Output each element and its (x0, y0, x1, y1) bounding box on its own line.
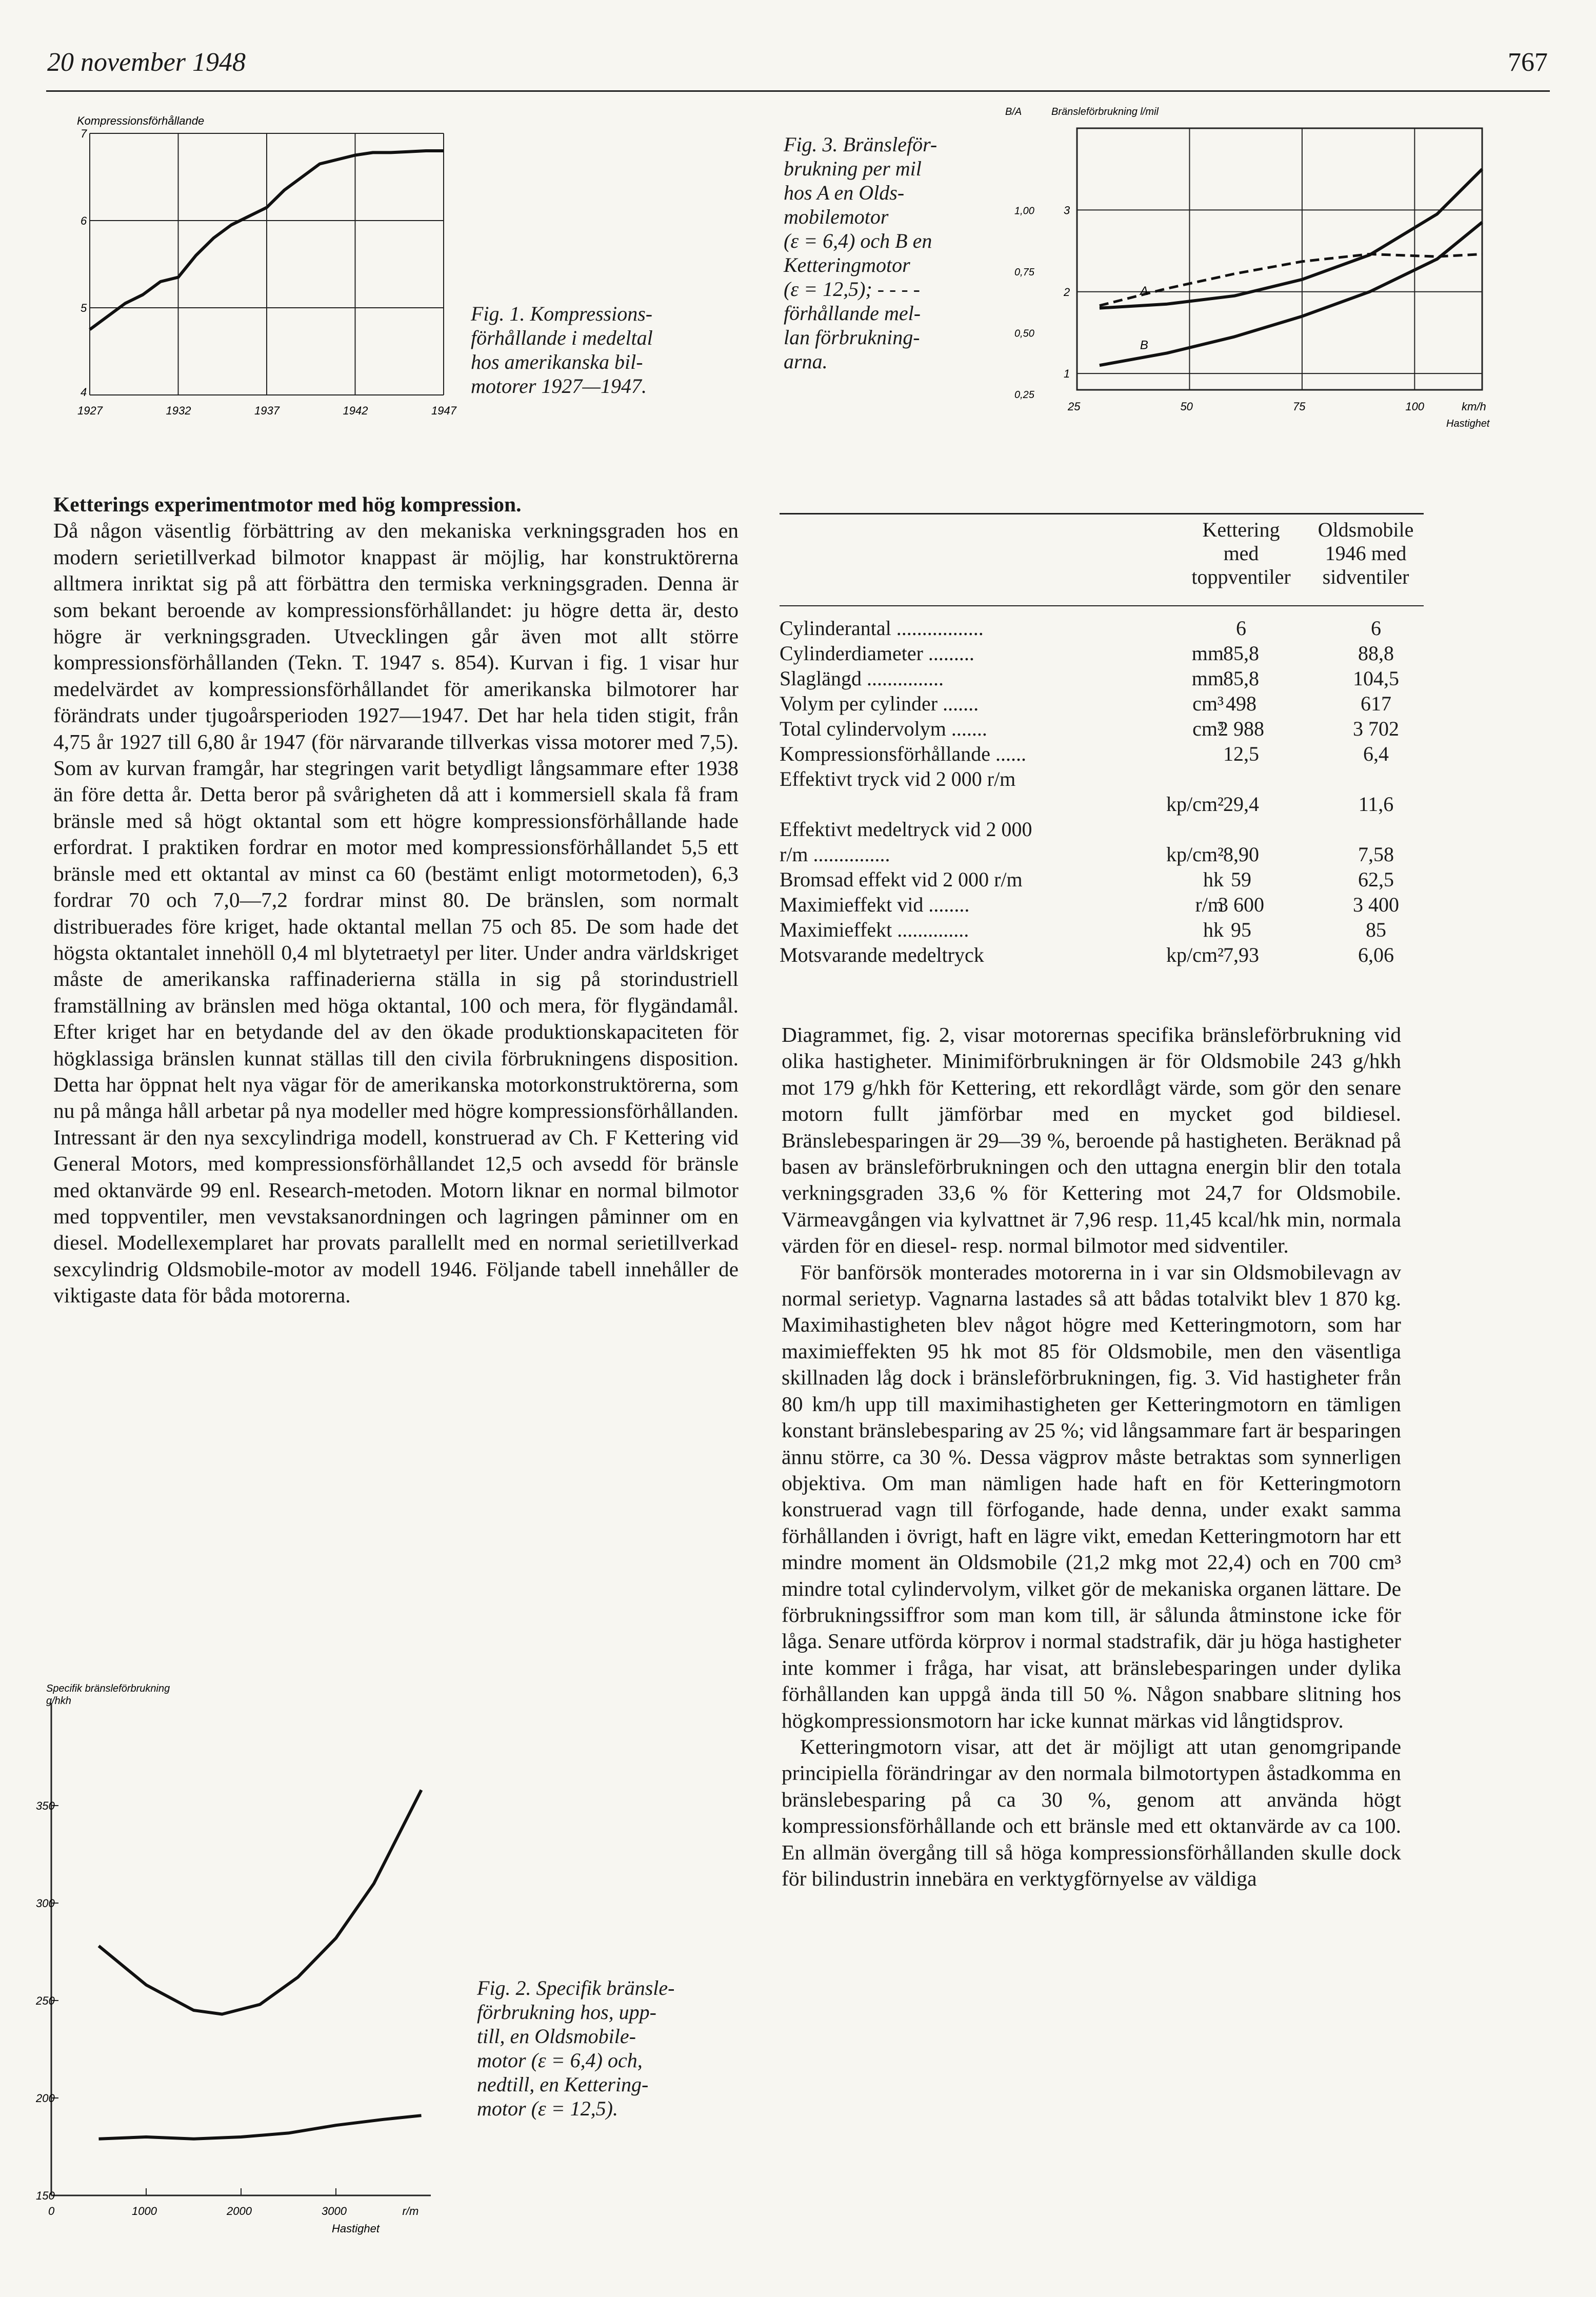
table-row (780, 692, 1424, 716)
row-label: Volym per cylinder ....... (780, 692, 979, 715)
right-column-text (782, 1022, 1401, 1892)
y2-tick-label: 0,75 (1014, 266, 1034, 278)
table-row (780, 767, 1424, 791)
article-paragraph: Ketteringmotorn visar, att det är möjligt att utan genomgripande principiella förändringar av den normala bilmotortypen åstadkomma en bränslebesparing på ca 30 %, genom att använda högt kompressionsförhållande och ett bränsle med ett oktanvärde av ca 100. En allmän övergång till så höga kompressionsförhållanden skulle dock för bilindustrin innebära en verktygförnyelse av väldiga (782, 1734, 1401, 1890)
row-label: Maximieffekt vid ........ (780, 893, 970, 916)
row-label: Cylinderantal ................. (780, 617, 984, 640)
caption-line: hos A en Olds- (784, 181, 905, 204)
cell-oldsmobile: 11,6 (1358, 793, 1394, 816)
cell-oldsmobile: 6 (1371, 617, 1381, 640)
table-row (780, 793, 1424, 816)
x-axis-unit: km/h (1462, 400, 1486, 413)
cell-oldsmobile: 3 400 (1353, 893, 1399, 916)
y-tick-label: 7 (81, 127, 87, 140)
figure-2-caption (477, 1976, 744, 2121)
table-header-rule (780, 605, 1424, 606)
y-axis-unit: g/hkh (46, 1695, 71, 1707)
cell-oldsmobile: 7,58 (1358, 843, 1394, 866)
cell-kettering: 7,93 (1223, 943, 1259, 966)
y2-tick-label: 0,25 (1014, 389, 1034, 401)
y2-axis-label: B/A (1005, 106, 1022, 117)
y-tick-label: 350 (36, 1799, 55, 1812)
table-row (780, 742, 1424, 766)
cell-oldsmobile: 6,06 (1358, 943, 1394, 966)
x-tick-label: 50 (1180, 400, 1193, 413)
x-tick-label: 1947 (431, 404, 456, 417)
y-axis-label: Bränsleförbrukning l/mil (1051, 106, 1159, 117)
y-tick-label: 6 (81, 214, 87, 227)
cell-oldsmobile: 3 702 (1353, 717, 1399, 740)
cell-kettering: 2 988 (1218, 717, 1264, 740)
caption-line: (ε = 6,4) och B en (784, 229, 932, 252)
series-label-b: B (1140, 338, 1148, 352)
caption-line: förbrukning hos, upp- (477, 2001, 656, 2024)
x-tick-label: 1942 (343, 404, 368, 417)
cell-oldsmobile: 88,8 (1358, 642, 1394, 665)
caption-line: Ketteringmotor (784, 253, 910, 276)
figure-3-chart (1000, 103, 1569, 462)
figure-1-caption (471, 302, 758, 398)
cell-kettering: 498 (1226, 692, 1256, 715)
caption-line: brukning per mil (784, 157, 922, 180)
caption-line: motor (ε = 12,5). (477, 2097, 618, 2120)
x-tick-label: 75 (1292, 400, 1306, 413)
x-tick-label: 1927 (77, 404, 103, 417)
row-label: Bromsad effekt vid 2 000 r/m (780, 868, 1023, 891)
table-row (780, 818, 1424, 841)
cell-kettering: 6 (1236, 617, 1246, 640)
row-unit: hk (1203, 918, 1224, 941)
page-number: 767 (1508, 48, 1548, 77)
y-axis-label: Specifik bränsleförbrukning (46, 1683, 170, 1694)
column-header-line: toppventiler (1191, 565, 1291, 588)
caption-line: Fig. 2. Specifik bränsle- (477, 1976, 675, 1999)
left-column-text (53, 491, 739, 1309)
y2-tick-label: 0,50 (1014, 328, 1034, 340)
x-tick-label: 0 (48, 2205, 55, 2217)
row-unit: mm (1191, 667, 1224, 690)
column-header-line: med (1223, 542, 1259, 565)
cell-oldsmobile: 62,5 (1358, 868, 1394, 891)
row-unit: kp/cm² (1166, 943, 1224, 966)
y-axis-label: Kompressionsförhållande (77, 114, 205, 127)
row-unit: cm³ (1192, 717, 1224, 740)
row-unit: r/m (1195, 893, 1224, 916)
row-label: Total cylindervolym ....... (780, 717, 987, 740)
cell-kettering: 95 (1231, 918, 1251, 941)
cell-kettering: 85,8 (1223, 642, 1259, 665)
column-header-line: Kettering (1202, 518, 1280, 541)
series-label-a: A (1140, 284, 1148, 299)
cell-kettering: 85,8 (1223, 667, 1259, 690)
paragraph-text: Då någon väsentlig förbättring av den mekaniska verkningsgraden hos en modern serietillverkad bilmotor knappast är möjlig, har konstruktörerna alltmera inriktat sig på att förbättra den termiska verkningsgraden. Denna är som bekant beroende av kompressionsförhållandet: ju högre detta är, desto högre är verkningsgraden. Utvecklingen går även mot allt större kompressionsförhållanden (Tekn. T. 1947 s. 854). Kurvan i fig. 1 visar hur medelvärdet av kompressionsförhållandet för amerikanska bilmotorer har förändrats under tjugoårsperioden 1927—1947. Det har hela tiden stigit, från 4,75 år 1927 till 6,80 år 1947 (för närvarande tillverkas vissa motorer med 7,5). Som av kurvan framgår, har stegringen varit betydligt långsammare efter 1938 än före detta år. Detta beror på svårigheten då att i kommersiell skala få fram bränsle med så högt oktantal som ett högre kompressionsförhållande hade erfordrat. I praktiken fordrar en motor med kompressionsförhållandet 5,5 ett bränsle med ett oktantal av minst ca 60 (bestämt enligt motormetoden), 6,3 fordrar 70 och 7,0—7,2 fordrar minst 80. De bränslen, som normalt distribuerades före kriget, hade oktantal mellan 75 och 85. De som hade det högsta oktantalet innehöll 0,4 ml blytetraetyl per liter. Under andra världskriget måste de amerikanska raffinaderierna ställa in sig på storindustriell framställning av bränslen med höga oktantal, 100 och mera, för flygändamål. Efter kriget har en betydande del av den ökade produktionskapaciteten för högklassiga bränslen kunnat ställas till den civila förbrukningens disposition. Detta har öppnat helt nya vägar för de amerikanska motorkonstruktörerna, som nu på många håll arbetar på nya modeller med högre kompressionsförhållanden. Intressant är den nya sexcylindriga modell, konstruerad av Ch. F Kettering vid General Motors, med kompressionsförhållandet 12,5 och avsedd för bränsle med oktanvärde 99 enl. Research-metoden. Motorn liknar en normal bilmotor med toppventiler, men vevstaksanordningen och lagringen påminner om en diesel. Modellexemplaret har provats parallellt med en normal serietillverkad sexcylindrig Oldsmobile-motor av modell 1946. Följande tabell innehåller de viktigaste data för båda motorerna. (53, 519, 739, 1308)
row-label: Effektivt tryck vid 2 000 r/m (780, 767, 1016, 790)
cell-kettering: 59 (1231, 868, 1251, 891)
y-tick-label: 1 (1064, 367, 1070, 381)
caption-line: arna. (784, 350, 828, 373)
series-line-oldsmobile (99, 1790, 422, 2014)
y-tick-label: 150 (36, 2189, 55, 2202)
table-top-rule (780, 513, 1424, 514)
plot-frame (1077, 128, 1482, 390)
x-tick-label: 1932 (166, 404, 191, 417)
x-tick-label: 3000 (322, 2205, 347, 2217)
cell-kettering: 29,4 (1223, 793, 1259, 816)
series-line-kettering (99, 2115, 422, 2139)
row-label: Motsvarande medeltryck (780, 943, 984, 966)
cell-oldsmobile: 85 (1366, 918, 1386, 941)
caption-line: Fig. 3. Bränsleför- (784, 133, 937, 156)
column-header-oldsmobile (1308, 518, 1424, 589)
cell-kettering: 12,5 (1223, 742, 1259, 765)
figure-1-chart (77, 110, 467, 439)
y-tick-label: 250 (36, 1994, 55, 2007)
header-rule (46, 90, 1550, 92)
table-row (780, 667, 1424, 690)
caption-line: hos amerikanska bil- (471, 350, 643, 373)
column-header-line: sidventiler (1322, 565, 1409, 588)
caption-line: lan förbrukning- (784, 326, 920, 349)
x-tick-label: 2000 (227, 2205, 252, 2217)
column-header-kettering (1174, 518, 1308, 589)
row-unit: mm (1191, 642, 1224, 665)
table-row (780, 918, 1424, 942)
article-paragraph: För banförsök monterades motorerna in i var sin Oldsmobilevagn av normal serietyp. Vagnarna lastades så att bådas totalvikt blev 1 870 kg. Maximihastigheten blev något högre med Ketteringmotorn, som har maximieffekten 95 hk mot 85 för Oldsmobile, men den väsentliga skillnaden låg dock i bränsleförbrukningen, fig. 3. Vid hastigheter från 80 km/h upp till maximihastigheten ger Ketteringmotorn en tämligen konstant bränslebesparing av 25 %; vid långsammare fart är besparingen ännu större, ca 30 %. Dessa vägprov måste betraktas som synnerligen objektiva. Om man nämligen hade haft en för Ketteringmotorn konstruerad vagn till förfogande, hade denna, under exakt samma förhållanden i övrigt, haft en lägre vikt, emedan Ketteringmotorn har ett mindre moment än Oldsmobile (21,2 mkg mot 22,4) och en 700 cm³ mindre total cylindervolym, vilket gör de mekaniska organen lättare. De förbrukningssiffror som man kom till, är sålunda åtminstone icke för låga. Senare utförda körprov i normal stadstrafik, där ju höga hastigheter inte kommer i fråga, har visat, att bränslebesparingen under dylika förhållanden kan uppgå ända till 50 %. Någon snabbare slitning hos högkompressionsmotorn har icke kunnat märkas vid långtidsprov. (782, 1260, 1401, 1732)
cell-kettering: 8,90 (1223, 843, 1259, 866)
caption-line: motorer 1927—1947. (471, 374, 647, 398)
table-row (780, 893, 1424, 917)
figure-2-chart (36, 1677, 477, 2278)
row-unit: kp/cm² (1166, 793, 1224, 816)
x-tick-label: 25 (1068, 400, 1081, 413)
x-axis-title: Hastighet (332, 2222, 380, 2235)
row-label: Cylinderdiameter ......... (780, 642, 974, 665)
row-label: Maximieffekt .............. (780, 918, 969, 941)
row-unit: hk (1203, 868, 1224, 891)
running-header-date: 20 november 1948 (47, 48, 246, 77)
series-line-a (1100, 169, 1482, 308)
caption-line: förhållande mel- (784, 302, 921, 325)
caption-line: (ε = 12,5); - - - - (784, 278, 920, 301)
y-tick-label: 300 (36, 1897, 55, 1910)
y-tick-label: 5 (81, 302, 87, 314)
row-label: r/m ............... (780, 843, 890, 866)
x-tick-label: 1000 (132, 2205, 157, 2217)
x-axis-unit: r/m (402, 2205, 419, 2217)
column-header-line: 1946 med (1325, 542, 1407, 565)
table-row (780, 617, 1424, 640)
section-heading: Ketterings experimentmotor med hög kompression. (53, 492, 522, 516)
row-unit: kp/cm² (1166, 843, 1224, 866)
cell-oldsmobile: 104,5 (1353, 667, 1399, 690)
y-tick-label: 200 (36, 2092, 55, 2105)
row-unit: cm³ (1192, 692, 1224, 715)
x-tick-label: 1937 (254, 404, 280, 417)
row-label: Slaglängd ............... (780, 667, 944, 690)
y2-tick-label: 1,00 (1014, 205, 1034, 217)
caption-line: Fig. 1. Kompressions- (471, 302, 653, 325)
table-row (780, 717, 1424, 741)
table-row (780, 843, 1424, 866)
y-tick-label: 3 (1064, 204, 1070, 217)
x-axis-title: Hastighet (1446, 418, 1490, 429)
series-line-ratio (1100, 254, 1482, 305)
row-label: Kompressionsförhållande ...... (780, 742, 1027, 765)
cell-oldsmobile: 617 (1361, 692, 1391, 715)
series-line-b (1100, 222, 1482, 365)
row-label: Effektivt medeltryck vid 2 000 (780, 818, 1032, 841)
table-row (780, 868, 1424, 892)
x-tick-label: 100 (1405, 400, 1425, 413)
y-tick-label: 2 (1064, 285, 1070, 299)
cell-kettering: 3 600 (1218, 893, 1264, 916)
column-header-line: Oldsmobile (1318, 518, 1414, 541)
y-tick-label: 4 (81, 386, 87, 399)
cell-oldsmobile: 6,4 (1363, 742, 1389, 765)
caption-line: nedtill, en Kettering- (477, 2073, 649, 2096)
caption-line: förhållande i medeltal (471, 326, 653, 349)
caption-line: mobilemotor (784, 205, 889, 228)
article-paragraph (53, 491, 739, 1309)
caption-line: motor (ε = 6,4) och, (477, 2049, 643, 2072)
table-row (780, 642, 1424, 665)
table-row (780, 943, 1424, 967)
article-paragraph: Diagrammet, fig. 2, visar motorernas specifika bränsleförbrukning vid olika hastigheter. Minimiförbrukningen är för Oldsmobile 243 g/hkh mot 179 g/hkh för Kettering, ett rekordlågt värde, som gör den senare motorn fullt jämförbar med en mycket god bildiesel. Bränslebesparingen är 29—39 %, beroende på hastigheten. Beräknad på basen av bränsleförbrukningen och den uttagna energin blir den totala verkningsgraden 33,6 % för Kettering mot 24,7 for Oldsmobile. Värmeavgången via kylvattnet är 7,96 resp. 11,45 kcal/hk min, normala värden för en diesel- resp. normal bilmotor med sidventiler. (782, 1023, 1401, 1258)
caption-line: till, en Oldsmobile- (477, 2025, 636, 2048)
